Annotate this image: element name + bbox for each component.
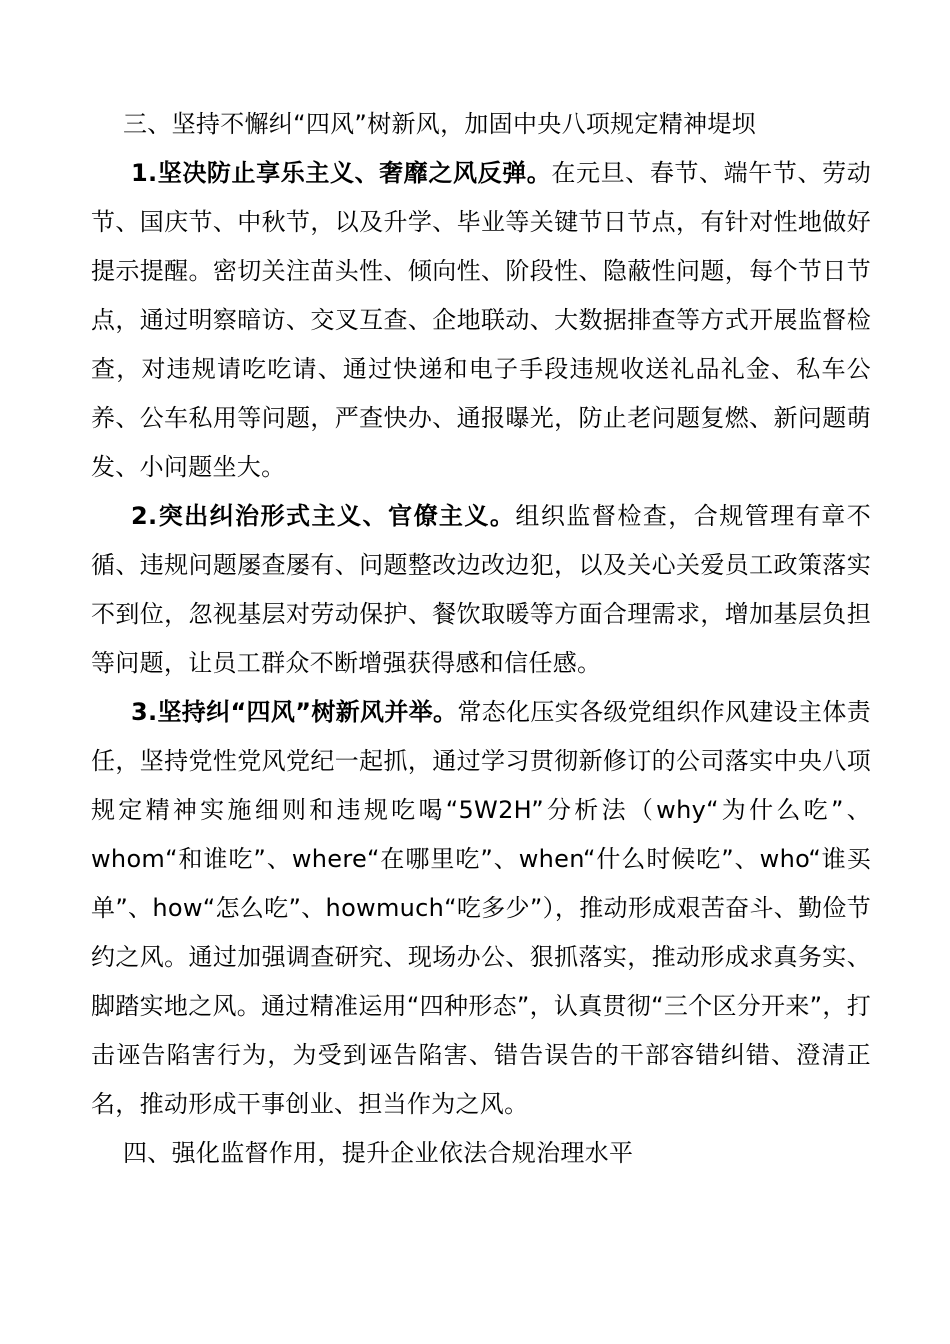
item-1-paragraph <box>91 149 871 492</box>
item-1-body: 在元旦、春节、端午节、劳动节、国庆节、中秋节，以及升学、毕业等关键节日节点，有针对性地做好提示提醒。密切关注苗头性、倾向性、阶段性、隐蔽性问题，每个节日节点，通过明察暗访、交叉互查、企地联动、大数据排查等方式开展监督检查，对违规请吃吃请、通过快递和电子手段违规收送礼品礼金、私车公养、公车私用等问题，严查快办、通报曝光，防止老问题复燃、新问题萌发、小问题坐大。 <box>91 159 871 481</box>
item-2-paragraph <box>91 492 871 688</box>
item-1-lead: 1.坚决防止享乐主义、奢靡之风反弹。 <box>131 159 552 187</box>
item-3-lead: 3.坚持纠“四风”树新风并举。 <box>131 698 458 726</box>
section-4-heading <box>91 1129 871 1178</box>
item-3-paragraph <box>91 688 871 1129</box>
section-4-heading-text: 四、强化监督作用，提升企业依法合规治理水平 <box>123 1139 634 1167</box>
section-3-heading <box>91 100 871 149</box>
document-body <box>91 100 871 1178</box>
item-2-body: 组织监督检查，合规管理有章不循、违规问题屡查屡有、问题整改边改边犯，以及关心关爱员工政策落实不到位，忽视基层对劳动保护、餐饮取暖等方面合理需求，增加基层负担等问题，让员工群众不断增强获得感和信任感。 <box>91 502 871 677</box>
section-3-heading-text: 三、坚持不懈纠“四风”树新风，加固中央八项规定精神堤坝 <box>123 110 756 138</box>
item-3-body: 常态化压实各级党组织作风建设主体责任，坚持党性党风党纪一起抓，通过学习贯彻新修订的公司落实中央八项规定精神实施细则和违规吃喝“5W2H”分析法（why“为什么吃”、whom“和谁吃”、where“在哪里吃”、when“什么时候吃”、who“谁买单”、how“怎么吃”、howmuch“吃多少”），推动形成艰苦奋斗、勤俭节约之风。通过加强调查研究、现场办公、狠抓落实，推动形成求真务实、脚踏实地之风。通过精准运用“四种形态”，认真贯彻“三个区分开来”，打击诬告陷害行为，为受到诬告陷害、错告误告的干部容错纠错、澄清正名，推动形成干事创业、担当作为之风。 <box>91 698 871 1118</box>
item-2-lead: 2.突出纠治形式主义、官僚主义。 <box>131 502 516 530</box>
